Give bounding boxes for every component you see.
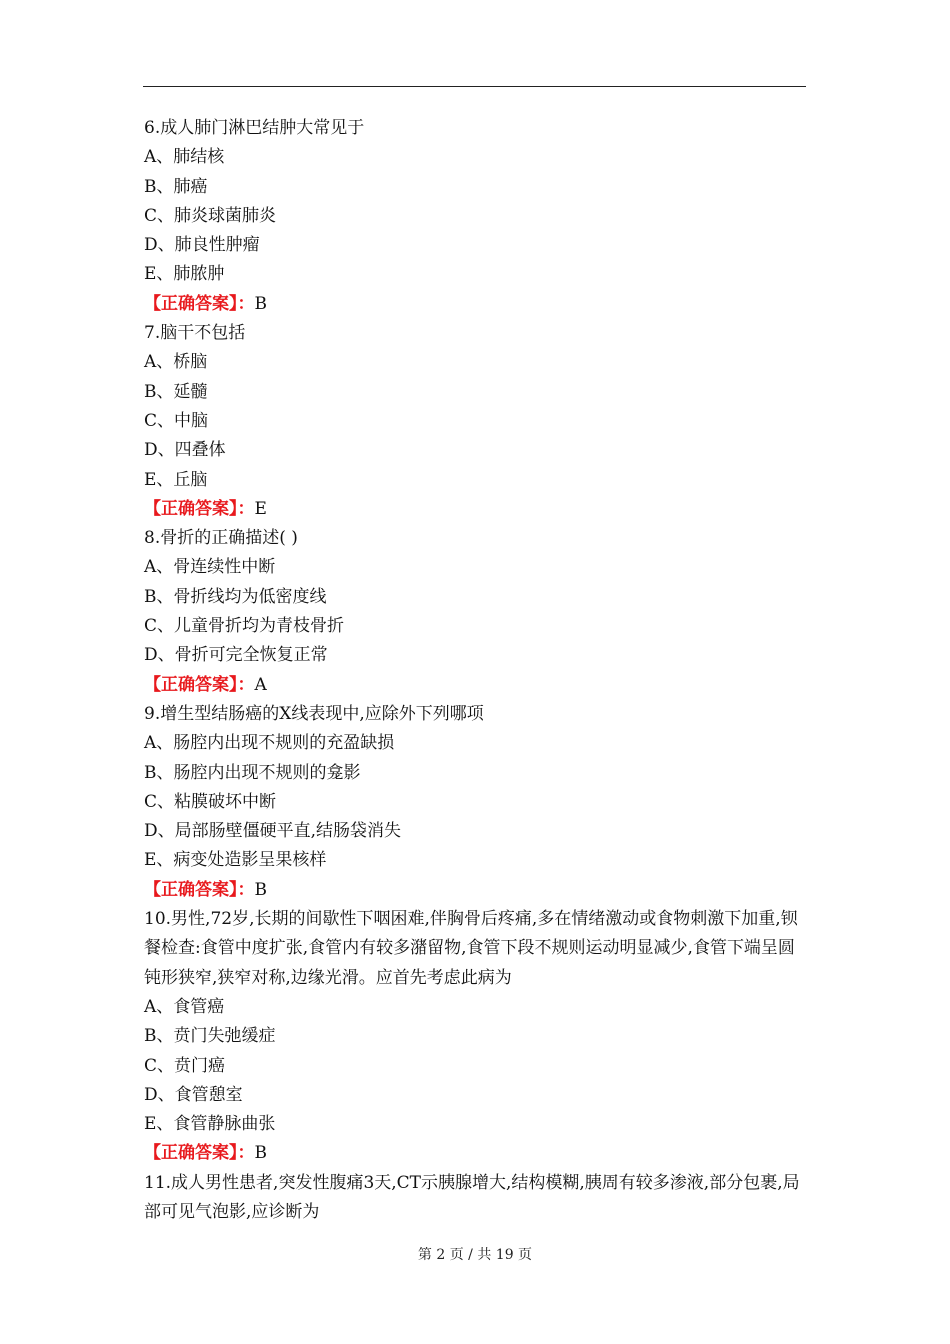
answer-label: 【正确答案】：	[144, 1143, 255, 1164]
option-c: C、肺炎球菌肺炎	[144, 205, 277, 226]
answer-value: B	[254, 293, 267, 314]
question-block	[144, 700, 806, 905]
question-stem: 6.成人肺门淋巴结肿大常见于	[144, 118, 365, 138]
page-footer: 第 2 页 / 共 19 页	[417, 1247, 533, 1263]
option-a: A、肺结核	[144, 147, 225, 168]
option-a: A、食管癌	[144, 996, 225, 1017]
option-d: D、局部肠壁僵硬平直,结肠袋消失	[144, 821, 402, 842]
header-rule	[143, 86, 806, 87]
question-block	[144, 114, 806, 319]
option-d: D、四叠体	[144, 440, 226, 461]
option-e: E、丘脑	[144, 469, 208, 490]
answer-label: 【正确答案】：	[144, 293, 255, 314]
question-block	[144, 905, 806, 1169]
option-b: B、肠腔内出现不规则的龛影	[144, 762, 361, 783]
answer-value: B	[254, 1143, 267, 1164]
option-b: B、延髓	[144, 381, 208, 402]
question-stem: 10.男性,72岁,长期的间歇性下咽困难,伴胸骨后疼痛,多在情绪激动或食物刺激下加重,钡餐检查:食管中度扩张,食管内有较多潴留物,食管下段不规则运动明显减少,食管下端呈圆钝形狭窄,狭窄对称,边缘光滑。应首先考虑此病为	[144, 909, 798, 988]
option-b: B、肺癌	[144, 176, 208, 197]
option-c: C、粘膜破坏中断	[144, 791, 277, 812]
option-a: A、桥脑	[144, 352, 208, 373]
question-block	[144, 524, 806, 700]
answer-label: 【正确答案】：	[144, 498, 255, 519]
option-c: C、贲门癌	[144, 1055, 226, 1076]
answer-value: B	[254, 879, 267, 900]
answer-line	[144, 495, 806, 524]
answer-line	[144, 1139, 806, 1168]
question-list	[144, 114, 806, 1227]
option-b: B、骨折线均为低密度线	[144, 586, 327, 607]
option-a: A、肠腔内出现不规则的充盈缺损	[144, 733, 395, 754]
answer-line	[144, 876, 806, 905]
option-a: A、骨连续性中断	[144, 557, 276, 578]
option-c: C、儿童骨折均为青枝骨折	[144, 616, 345, 637]
answer-value: E	[254, 498, 267, 519]
question-stem: 7.脑干不包括	[144, 323, 246, 344]
answer-value: A	[254, 674, 267, 695]
question-block	[144, 319, 806, 524]
option-d: D、食管憩室	[144, 1084, 243, 1105]
question-stem: 8.骨折的正确描述( )	[144, 528, 298, 549]
answer-label: 【正确答案】：	[144, 879, 255, 900]
answer-label: 【正确答案】：	[144, 674, 255, 695]
option-d: D、肺良性肿瘤	[144, 235, 260, 256]
question-block	[144, 1169, 806, 1228]
question-stem: 11.成人男性患者,突发性腹痛3天,CT示胰腺增大,结构模糊,胰周有较多渗液,部分包裹,局部可见气泡影,应诊断为	[144, 1172, 800, 1222]
option-c: C、中脑	[144, 410, 209, 431]
option-e: E、肺脓肿	[144, 264, 225, 285]
option-d: D、骨折可完全恢复正常	[144, 645, 328, 666]
option-e: E、食管静脉曲张	[144, 1114, 276, 1135]
answer-line	[144, 290, 806, 319]
question-stem: 9.增生型结肠癌的X线表现中,应除外下列哪项	[144, 703, 484, 724]
answer-line	[144, 671, 806, 700]
option-e: E、病变处造影呈果核样	[144, 850, 327, 871]
option-b: B、贲门失弛缓症	[144, 1026, 276, 1047]
